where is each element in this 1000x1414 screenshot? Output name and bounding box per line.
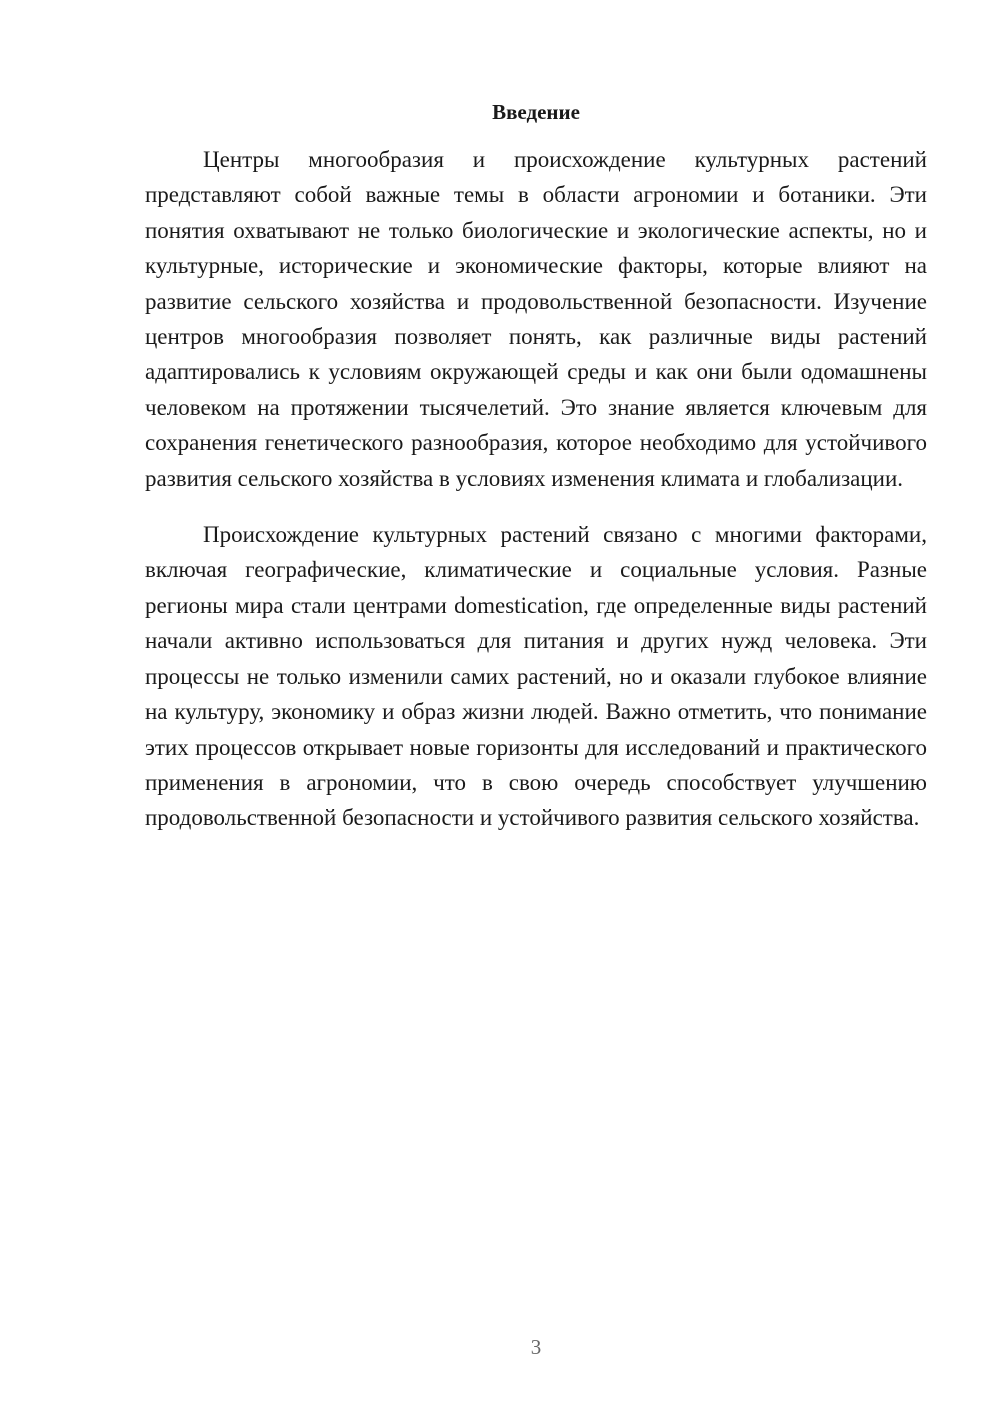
section-heading: Введение [492,100,580,124]
paragraph-origin: Происхождение культурных растений связано с многими факторами, включая географические, климатические и социальные условия. Разные регионы мира стали центрами domestication, где определенные виды растений начали активно использоваться для питания и других нужд человека. Эти процессы не только изменили самих растений, но и оказали глубокое влияние на культуру, экономику и образ жизни людей. Важно отметить, что понимание этих процессов открывает новые горизонты для исследований и практического применения в агрономии, что в свою очередь способствует улучшению продовольственной безопасности и устойчивого развития сельского хозяйства. [145,522,927,831]
paragraph-intro: Центры многообразия и происхождение культурных растений представляют собой важные темы в области агрономии и ботаники. Эти понятия охватывают не только биологические и экологические аспекты, но и культурные, исторические и экономические факторы, которые влияют на развитие сельского хозяйства и продовольственной безопасности. Изучение центров многообразия позволяет понять, как различные виды растений адаптировались к условиям окружающей среды и как они были одомашнены человеком на протяжении тысячелетий. Это знание является ключевым для сохранения генетического разнообразия, которое необходимо для устойчивого развития сельского хозяйства в условиях изменения климата и глобализации. [145,147,927,491]
page-number: 3 [530,1335,542,1359]
body-text [145,142,927,836]
